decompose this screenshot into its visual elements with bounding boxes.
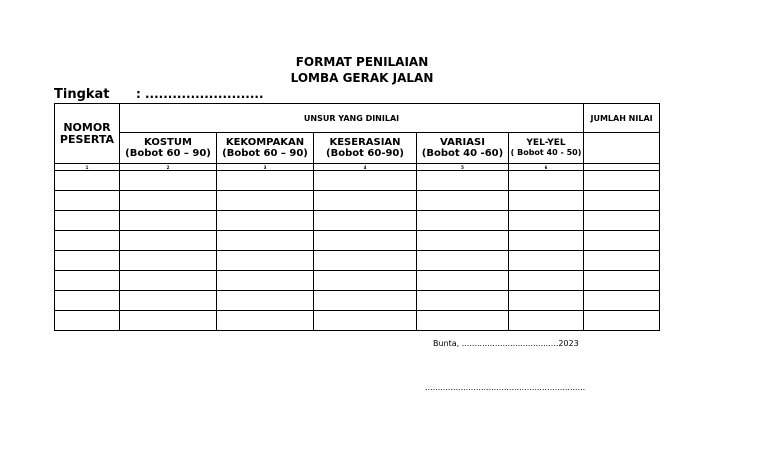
criteria-name: YEL-YEL: [526, 138, 566, 148]
score-cell[interactable]: [55, 251, 120, 271]
criteria-bobot: (Bobot 40 -60): [421, 148, 504, 159]
score-cell[interactable]: [509, 271, 584, 291]
score-cell[interactable]: [314, 251, 417, 271]
score-cell[interactable]: [217, 191, 314, 211]
score-cell[interactable]: [509, 231, 584, 251]
score-cell[interactable]: [509, 311, 584, 331]
table-row: [55, 251, 660, 271]
score-cell[interactable]: [217, 171, 314, 191]
header-jumlah-nilai: JUMLAH NILAI: [584, 104, 660, 133]
header-variasi: [417, 133, 509, 164]
header-yel-yel: [509, 133, 584, 164]
score-cell[interactable]: [584, 191, 660, 211]
score-cell[interactable]: [417, 251, 509, 271]
header-keserasian: [314, 133, 417, 164]
table-row: [55, 191, 660, 211]
score-cell[interactable]: [509, 191, 584, 211]
score-cell[interactable]: [55, 231, 120, 251]
score-cell[interactable]: [55, 171, 120, 191]
score-cell[interactable]: [417, 291, 509, 311]
score-cell[interactable]: [55, 291, 120, 311]
score-cell[interactable]: [314, 311, 417, 331]
score-cell[interactable]: [417, 231, 509, 251]
header-row-2: [55, 133, 660, 164]
score-cell[interactable]: [55, 311, 120, 331]
score-cell[interactable]: [584, 271, 660, 291]
column-number: 4: [314, 164, 417, 171]
score-cell[interactable]: [584, 291, 660, 311]
form-title-line1: FORMAT PENILAIAN: [295, 55, 429, 69]
header-kostum: [120, 133, 217, 164]
score-cell[interactable]: [509, 251, 584, 271]
table-row: [55, 271, 660, 291]
tingkat-label: Tingkat: [54, 87, 110, 102]
score-cell[interactable]: [120, 231, 217, 251]
score-cell[interactable]: [509, 291, 584, 311]
criteria-name: KEKOMPAKAN: [225, 137, 305, 148]
score-cell[interactable]: [120, 291, 217, 311]
score-cell[interactable]: [417, 211, 509, 231]
header-jumlah-blank: [584, 133, 660, 164]
score-cell[interactable]: [314, 171, 417, 191]
score-cell[interactable]: [509, 171, 584, 191]
score-cell[interactable]: [120, 211, 217, 231]
footer-place-date: Bunta, ......................................2023: [433, 339, 579, 348]
footer-signature-line: ...............................................................: [425, 383, 586, 392]
score-cell[interactable]: [584, 311, 660, 331]
score-cell[interactable]: [120, 171, 217, 191]
criteria-name: KOSTUM: [144, 137, 192, 148]
criteria-bobot: ( Bobot 40 - 50): [510, 148, 582, 157]
score-cell[interactable]: [55, 211, 120, 231]
header-row-1: [55, 104, 660, 133]
criteria-bobot: (Bobot 60-90): [326, 148, 404, 159]
column-number: 1: [55, 164, 120, 171]
score-cell[interactable]: [509, 211, 584, 231]
score-cell[interactable]: [417, 171, 509, 191]
column-number: 5: [417, 164, 509, 171]
table-row: [55, 311, 660, 331]
score-cell[interactable]: [217, 251, 314, 271]
header-kekompakan: [217, 133, 314, 164]
table-row: [55, 291, 660, 311]
form-title-line2: LOMBA GERAK JALAN: [290, 71, 434, 85]
tingkat-row: [54, 86, 264, 103]
score-cell[interactable]: [314, 291, 417, 311]
score-cell[interactable]: [120, 251, 217, 271]
criteria-bobot: (Bobot 60 – 90): [125, 148, 211, 159]
score-cell[interactable]: [55, 271, 120, 291]
score-cell[interactable]: [314, 211, 417, 231]
header-nomor-peserta: NOMOR PESERTA: [55, 104, 120, 164]
score-cell[interactable]: [417, 311, 509, 331]
column-number: 3: [217, 164, 314, 171]
score-cell[interactable]: [314, 271, 417, 291]
scoring-rows: [55, 171, 660, 331]
criteria-name: VARIASI: [440, 137, 485, 148]
criteria-name: KESERASIAN: [329, 137, 401, 148]
score-cell[interactable]: [120, 191, 217, 211]
table-row: [55, 231, 660, 251]
score-cell[interactable]: [217, 271, 314, 291]
score-cell[interactable]: [217, 231, 314, 251]
scoring-table: [54, 103, 660, 331]
score-cell[interactable]: [417, 191, 509, 211]
column-number-row: [55, 164, 660, 171]
column-number: 2: [120, 164, 217, 171]
column-number: 6: [509, 164, 584, 171]
score-cell[interactable]: [417, 271, 509, 291]
score-cell[interactable]: [584, 251, 660, 271]
tingkat-fill-line[interactable]: : ..........................: [136, 87, 264, 101]
score-cell[interactable]: [314, 191, 417, 211]
score-cell[interactable]: [584, 231, 660, 251]
score-cell[interactable]: [217, 211, 314, 231]
score-cell[interactable]: [55, 191, 120, 211]
score-cell[interactable]: [584, 211, 660, 231]
score-cell[interactable]: [217, 311, 314, 331]
criteria-bobot: (Bobot 60 – 90): [222, 148, 308, 159]
table-row: [55, 211, 660, 231]
score-cell[interactable]: [584, 171, 660, 191]
score-cell[interactable]: [120, 271, 217, 291]
score-cell[interactable]: [217, 291, 314, 311]
column-number: [584, 164, 660, 171]
score-cell[interactable]: [120, 311, 217, 331]
table-row: [55, 171, 660, 191]
header-unsur-yang-dinilai: UNSUR YANG DINILAI: [120, 104, 584, 133]
score-cell[interactable]: [314, 231, 417, 251]
